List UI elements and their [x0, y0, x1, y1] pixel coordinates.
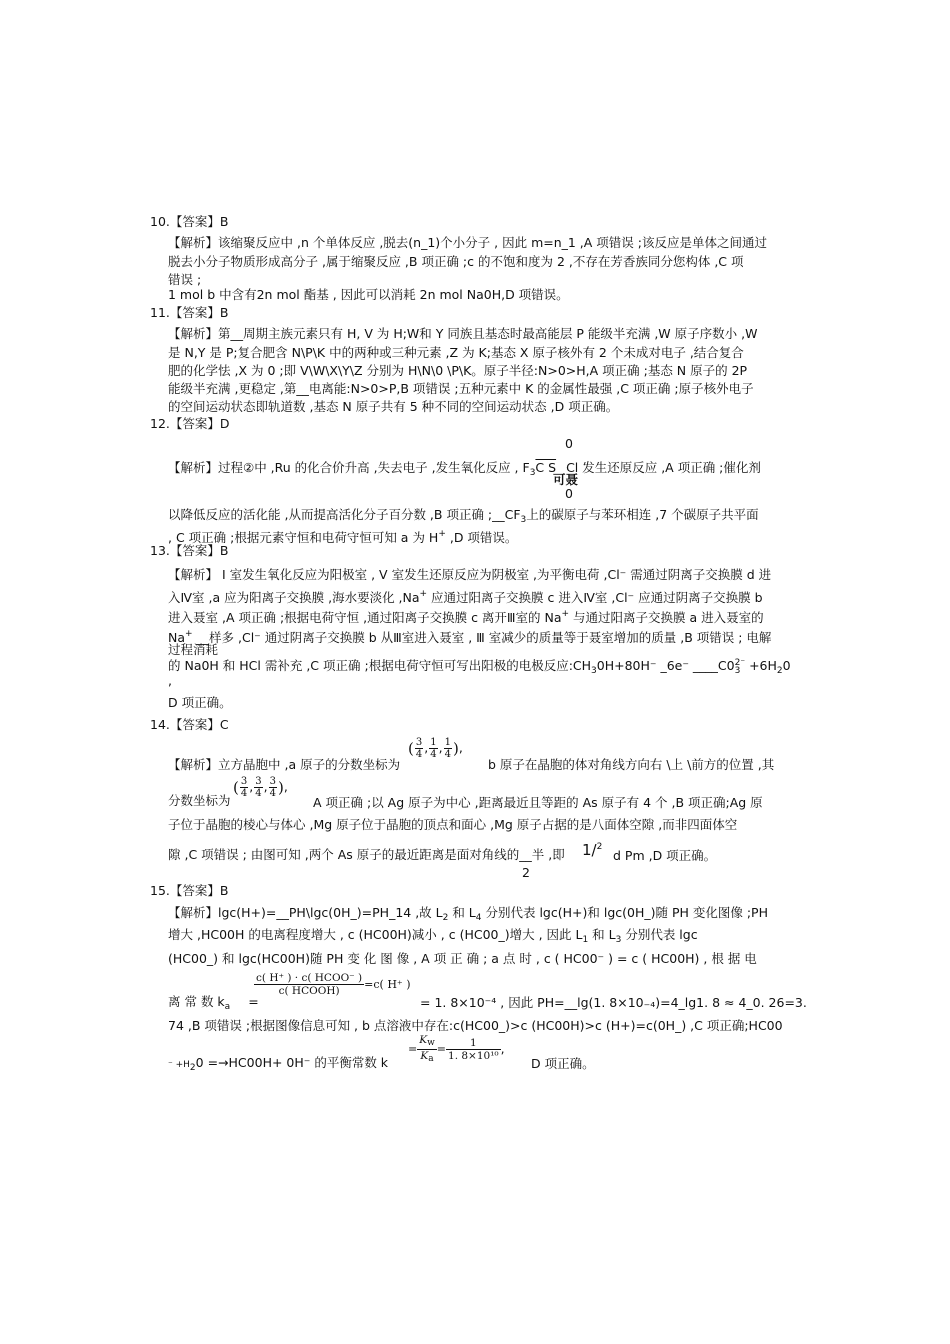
- q15-kh-numerator: 1: [446, 1037, 501, 1050]
- q15-ka2-symbol: K: [420, 1050, 429, 1062]
- q13-line-2: [168, 586, 763, 606]
- q12-line-2: [168, 507, 759, 528]
- q15-ka-label: 离 常 数 k: [168, 994, 225, 1009]
- q14-coord-a-y-den: 4: [430, 749, 437, 760]
- q15-kh-expression: = $\frac{Kw}{Ka}$ = $\frac{1}{\text{1. 8×10¹⁰}}$ ,: [408, 1034, 505, 1064]
- q15-line-2-c: 分别代表 lgc: [621, 927, 698, 942]
- q13-line-3: [168, 606, 764, 626]
- q14-coord-b-x-den: 4: [240, 788, 248, 799]
- q11-header: 11.【答案】B: [150, 305, 229, 320]
- q14-line-2-a: 分数坐标为: [168, 793, 231, 808]
- q10-line-4: 1 mol b 中含有2n mol 酯基 , 因此可以消耗 2n mol Na0H,D 项错误。: [168, 287, 569, 302]
- q15-line-2-b: 和 L: [588, 927, 616, 942]
- q15-ka-subscript: a: [224, 1002, 231, 1012]
- q15-kw-subscript: w: [427, 1038, 435, 1048]
- q14-line-1: [168, 757, 400, 773]
- q13-line-6-c: +6H: [745, 658, 777, 673]
- q13-line-6: [168, 658, 791, 679]
- q15-line-4-b: = 1. 8×10⁻⁴ , 因此 PH=__lg(1. 8×10₋₄)=4_lg1. 8 ≈ 4_0. 26=3.: [420, 995, 807, 1010]
- q11-line-4: 能级半充满 ,更稳定 ,第__电离能:N>0>P,B 项错误 ;五种元素中 K 的金属性最强 ,C 项正确 ;原子核外电子: [168, 381, 754, 396]
- q12-line-1-b: Cl 发生还原反应 ,A 项正确 ;催化剂: [566, 460, 761, 475]
- q15-line-6: [168, 1055, 388, 1076]
- q14-half: [582, 840, 602, 857]
- q12-cf3-subscript: 3: [520, 515, 527, 525]
- q10-header: 10.【答案】B: [150, 214, 229, 229]
- q13-line-3-a: 进入聂室 ,A 项正确 ;根据电荷守恒 ,通过阳离子交换膜 c 离开Ⅲ室的 Na: [168, 610, 562, 625]
- q14-coord-a: ( $\frac{3}{4}$ , $\frac{1}{4}$ , $\frac{1}{4}$ ),: [408, 737, 463, 760]
- q12-header: 12.【答案】D: [150, 416, 230, 431]
- q14-line-3: 子位于晶胞的棱心与体心 ,Mg 原子位于晶胞的顶点和面心 ,Mg 原子占据的是八面体空隙 ,而非四面体空: [168, 817, 738, 832]
- q15-line-1: [168, 905, 768, 926]
- q15-kh-denominator: 1. 8×10¹⁰: [448, 1050, 499, 1062]
- q10-line-2: 脱去小分子物质形成高分子 ,属于缩聚反应 ,B 项正确 ;c 的不饱和度为 2 ,不存在芳香族同分您构体 ,C 项: [168, 254, 744, 269]
- q12-line-2-a: 以降低反应的活化能 ,从而提高活化分子百分数 ,B 项正确 ;__CF: [168, 507, 521, 522]
- q11-line-1: 【解析】第__周期主族元素只有 H, V 为 H;W和 Y 同族且基态时最高能层 P 能级半充满 ,W 原子序数小 ,W: [168, 326, 758, 341]
- q14-coord-b-z-den: 4: [269, 788, 276, 799]
- q12-line-3-a: , C 项正确 ;根据元素守恒和电荷守恒可知 a 为 H: [168, 530, 439, 545]
- q14-header: 14.【答案】C: [150, 717, 229, 732]
- q14-line-4-b: d Pm ,D 项正确。: [613, 848, 717, 863]
- q15-line-2: [168, 927, 698, 948]
- q12-oxidation-number-top: 0: [565, 436, 573, 451]
- q12-kenie-label: 可聂: [553, 472, 579, 487]
- q13-line-5: 过程消耗: [168, 642, 219, 657]
- q12-line-1: [168, 460, 761, 481]
- q15-line-6-c: D 项正确。: [531, 1056, 595, 1071]
- q15-header: 15.【答案】B: [150, 883, 229, 898]
- q14-coord-b: ( $\frac{3}{4}$ , $\frac{3}{4}$ , $\frac{3}{4}$ ),: [233, 776, 288, 799]
- q15-line-3: (HC00_) 和 lgc(HC00H)随 PH 变 化 图 像 , A 项 正 确 ; a 点 时 , c ( HC00⁻ ) = c ( HC00H) , 根 据 电: [168, 951, 757, 966]
- q13-na-charge-2: +: [561, 609, 570, 619]
- q12-oxidation-number-bottom: 0: [565, 486, 573, 501]
- q14-coord-b-y-num: 3: [255, 776, 262, 787]
- q14-coord-a-x-den: 4: [415, 749, 423, 760]
- q15-line-1-c: 分别代表 lgc(H+)和 lgc(0H_)随 PH 变化图像 ;PH: [481, 905, 768, 920]
- q13-co3-subscript: 3: [734, 665, 741, 676]
- q12-line-3-b: ,D 项错误。: [445, 530, 518, 545]
- q15-l1-subscript: 1: [582, 935, 589, 945]
- q13-co3-charge: 2⁻: [734, 657, 746, 668]
- q14-coord-a-z-num: 1: [444, 737, 451, 748]
- q10-line-1: 【解析】该缩聚反应中 ,n 个单体反应 ,脱去(n_1)个小分子 , 因此 m=n_1 ,A 项错误 ;该反应是单体之间通过: [168, 235, 767, 250]
- q14-coord-b-open-paren: (: [233, 778, 239, 797]
- q11-line-2: 是 N,Y 是 P;复合肥含 N\P\K 中的两种或三种元素 ,Z 为 K;基态 X 原子核外有 2 个未成对电子 ,结合复合: [168, 345, 744, 360]
- q13-line-6-a: 的 Na0H 和 HCl 需补充 ,C 项正确 ;根据电荷守恒可写出阳极的电极反应:CH: [168, 658, 592, 673]
- q13-ch3-subscript: 3: [591, 666, 597, 676]
- q12-cs-symbol: C S: [535, 460, 557, 475]
- q15-ka-numerator: c( H⁺ ) · c( HCOO⁻ ): [256, 972, 363, 984]
- q13-line-6-d: 0: [782, 658, 791, 673]
- q14-half-one: 1/: [582, 841, 597, 859]
- q14-coord-a-close-paren: ): [452, 739, 459, 758]
- q15-ka-equals: =: [248, 994, 259, 1009]
- q13-line-1: 【解析】 Ⅰ 室发生氧化反应为阳极室 , V 室发生还原反应为阴极室 ,为平衡电荷 ,Cl⁻ 需通过阴离子交换膜 d 进: [168, 567, 772, 582]
- q12-f3-subscript: 3: [529, 468, 536, 478]
- q15-l3-subscript: 3: [615, 935, 622, 945]
- q13-line-8: D 项正确。: [168, 695, 232, 710]
- q13-line-7: ,: [168, 673, 172, 688]
- q15-line-6-b: 0 =→HC00H+ 0H⁻ 的平衡常数 k: [195, 1055, 389, 1070]
- q13-line-4: [168, 626, 771, 646]
- q15-kh-equals: =: [408, 1042, 418, 1056]
- q13-line-4-b: __样多 ,Cl⁻ 通过阴离子交换膜 b 从Ⅲ室进入聂室 , Ⅲ 室减少的质量等于聂室增加的质量 ,B 项错误 ; 电解: [192, 630, 772, 645]
- q14-coord-a-y-num: 1: [430, 737, 437, 748]
- q14-line-2-b: A 项正确 ;以 Ag 原子为中心 ,距离最近且等距的 As 原子有 4 个 ,B 项正确;Ag 原: [313, 795, 763, 810]
- q13-na-charge-1: +: [419, 589, 428, 599]
- q14-coord-a-z-den: 4: [444, 749, 451, 760]
- q15-l2-subscript: 2: [442, 913, 449, 923]
- q15-l4-subscript: 4: [475, 913, 482, 923]
- q15-line-6-a: ⁻ +H: [168, 1060, 190, 1070]
- q11-line-3: 肥的化学怯 ,X 为 0 ;即 V\W\X\Y\Z 分别为 H\N\0 \P\K。原子半径:N>0>H,A 项正确 ;基态 N 原子的 2P: [168, 363, 748, 378]
- q14-line-4-a: 隙 ,C 项错误 ; 由图可知 ,两个 As 原子的最近距离是面对角线的__半 ,即: [168, 847, 565, 862]
- q14-coord-b-close-paren: ): [277, 778, 284, 797]
- q13-co3-ion: [735, 659, 745, 675]
- q14-line-1-a: 【解析】立方晶胞中 ,a 原子的分数坐标为: [168, 757, 401, 772]
- q15-h2o-subscript: 2: [189, 1063, 196, 1073]
- q15-line-5: 74 ,B 项错误 ;根据图像信息可知 , b 点溶液中存在:c(HC00_)>c (HC00H)>c (H+)=c(0H_) ,C 项正确;HC00: [168, 1018, 783, 1033]
- q15-kw-symbol: K: [419, 1034, 428, 1046]
- q15-ka-rhs: =c( H⁺ ): [364, 978, 411, 991]
- q13-na-charge-3: +: [185, 629, 193, 639]
- q14-coord-b-x-num: 3: [240, 776, 248, 787]
- q15-line-2-a: 增大 ,HC00H 的电离程度增大 , c (HC00H)减小 , c (HC00_)增大 , 因此 L: [168, 927, 583, 942]
- q10-line-3: 错误 ;: [168, 272, 202, 287]
- q13-line-4-a: Na: [168, 630, 186, 645]
- q15-line-1-a: 【解析】lgc(H+)=__PH\lgc(0H_)=PH_14 ,故 L: [168, 905, 443, 920]
- q13-line-2-b: 应通过阳离子交换膜 c 进入Ⅳ室 ,Cl⁻ 应通过阴离子交换膜 b: [427, 590, 763, 605]
- q14-coord-b-z-num: 3: [269, 776, 276, 787]
- q13-line-6-b: 0H+80H⁻ _6e⁻ ____C0: [596, 658, 735, 673]
- q13-line-2-a: 入Ⅳ室 ,a 应为阳离子交换膜 ,海水要淡化 ,Na: [168, 590, 420, 605]
- q12-line-1-a: 【解析】过程②中 ,Ru 的化合价升高 ,失去电子 ,发生氧化反应 , F: [168, 460, 530, 475]
- q11-line-5: 的空间运动状态即轨道数 ,基态 N 原子共有 5 种不同的空间运动状态 ,D 项正确。: [168, 399, 619, 414]
- q14-line-1-b: b 原子在晶胞的体对角线方向右 \上 \前方的位置 ,其: [488, 757, 775, 772]
- q15-line-1-b: 和 L: [448, 905, 476, 920]
- q12-line-2-b: 上的碳原子与苯环相连 ,7 个碳原子共平面: [526, 507, 759, 522]
- q14-coord-a-x-num: 3: [415, 737, 423, 748]
- q15-line-4-a: [168, 994, 259, 1015]
- q12-h-superscript: +: [438, 529, 446, 539]
- q15-ka-denominator: c( HCOOH): [278, 985, 340, 997]
- q13-h2o-subscript: 2: [776, 666, 783, 676]
- q14-coord-b-y-den: 4: [255, 788, 262, 799]
- q13-header: 13.【答案】B: [150, 543, 229, 558]
- q15-ka2-subscript: a: [428, 1054, 434, 1064]
- q14-denominator-two: 2: [522, 865, 530, 880]
- q14-half-two: 2: [596, 842, 603, 852]
- q15-ka-expression: [254, 972, 411, 997]
- q14-coord-a-open-paren: (: [408, 739, 414, 758]
- q13-line-3-b: 与通过阳离子交换膜 a 进入聂室的: [569, 610, 764, 625]
